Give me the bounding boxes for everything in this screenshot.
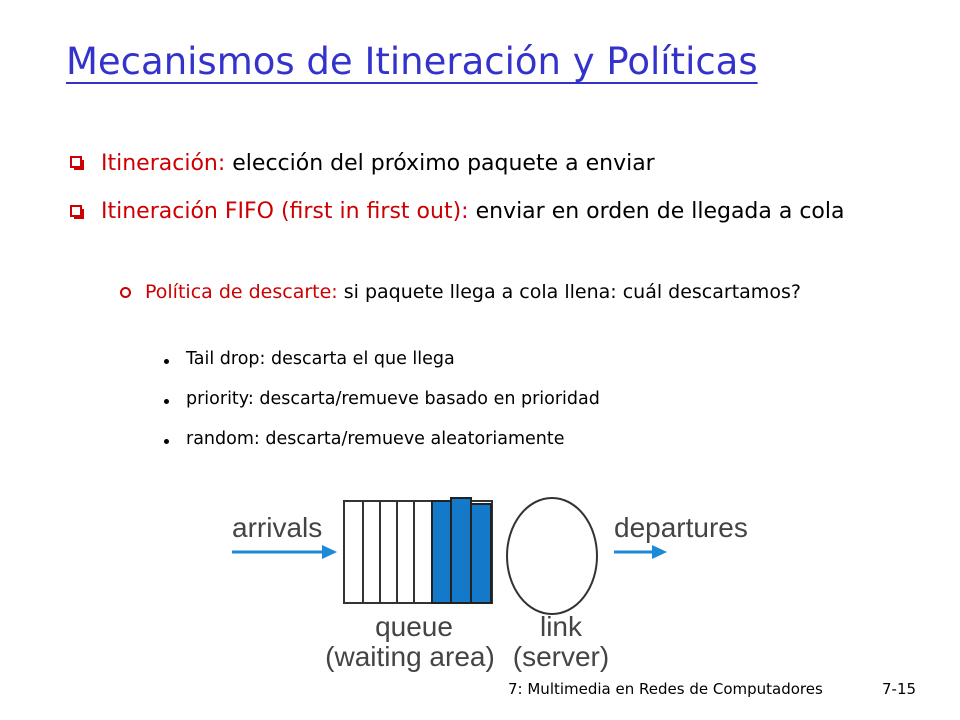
policy-item: Tail drop: descarta el que llega <box>186 349 455 369</box>
queue-sublabel: (waiting area) <box>325 641 495 672</box>
departures-label: departures <box>614 512 748 543</box>
queued-packet <box>471 504 491 603</box>
bullet-highlight: Itineración FIFO (first in first out): <box>101 199 469 224</box>
sub-bullet-text: si paquete llega a cola llena: cuál descartamos? <box>337 281 801 303</box>
queued-packet <box>432 501 452 603</box>
bullet-text: enviar en orden de llegada a cola <box>468 199 845 224</box>
link-server <box>507 498 597 614</box>
bullet-highlight: Itineración: <box>101 151 226 176</box>
footer-course: 7: Multimedia en Redes de Computadores <box>508 680 823 698</box>
sub-bullet-highlight: Política de descarte: <box>145 281 338 303</box>
departures-arrowhead-icon <box>652 545 667 559</box>
slide-title: Mecanismos de Itineración y Políticas <box>66 40 758 83</box>
link-sublabel: (server) <box>512 641 610 672</box>
queue-label: queue <box>375 611 453 642</box>
policy-item: priority: descarta/remueve basado en prioridad <box>186 389 600 409</box>
queued-packet <box>451 498 471 603</box>
arrivals-label: arrivals <box>232 512 323 543</box>
arrivals-arrowhead-icon <box>322 545 337 559</box>
link-label: link <box>539 611 583 642</box>
policy-item: random: descarta/remueve aleatoriamente <box>186 429 565 449</box>
bullet-text: elección del próximo paquete a enviar <box>225 151 655 176</box>
queue-buffer <box>344 498 492 603</box>
footer-page-number: 7-15 <box>882 680 917 698</box>
